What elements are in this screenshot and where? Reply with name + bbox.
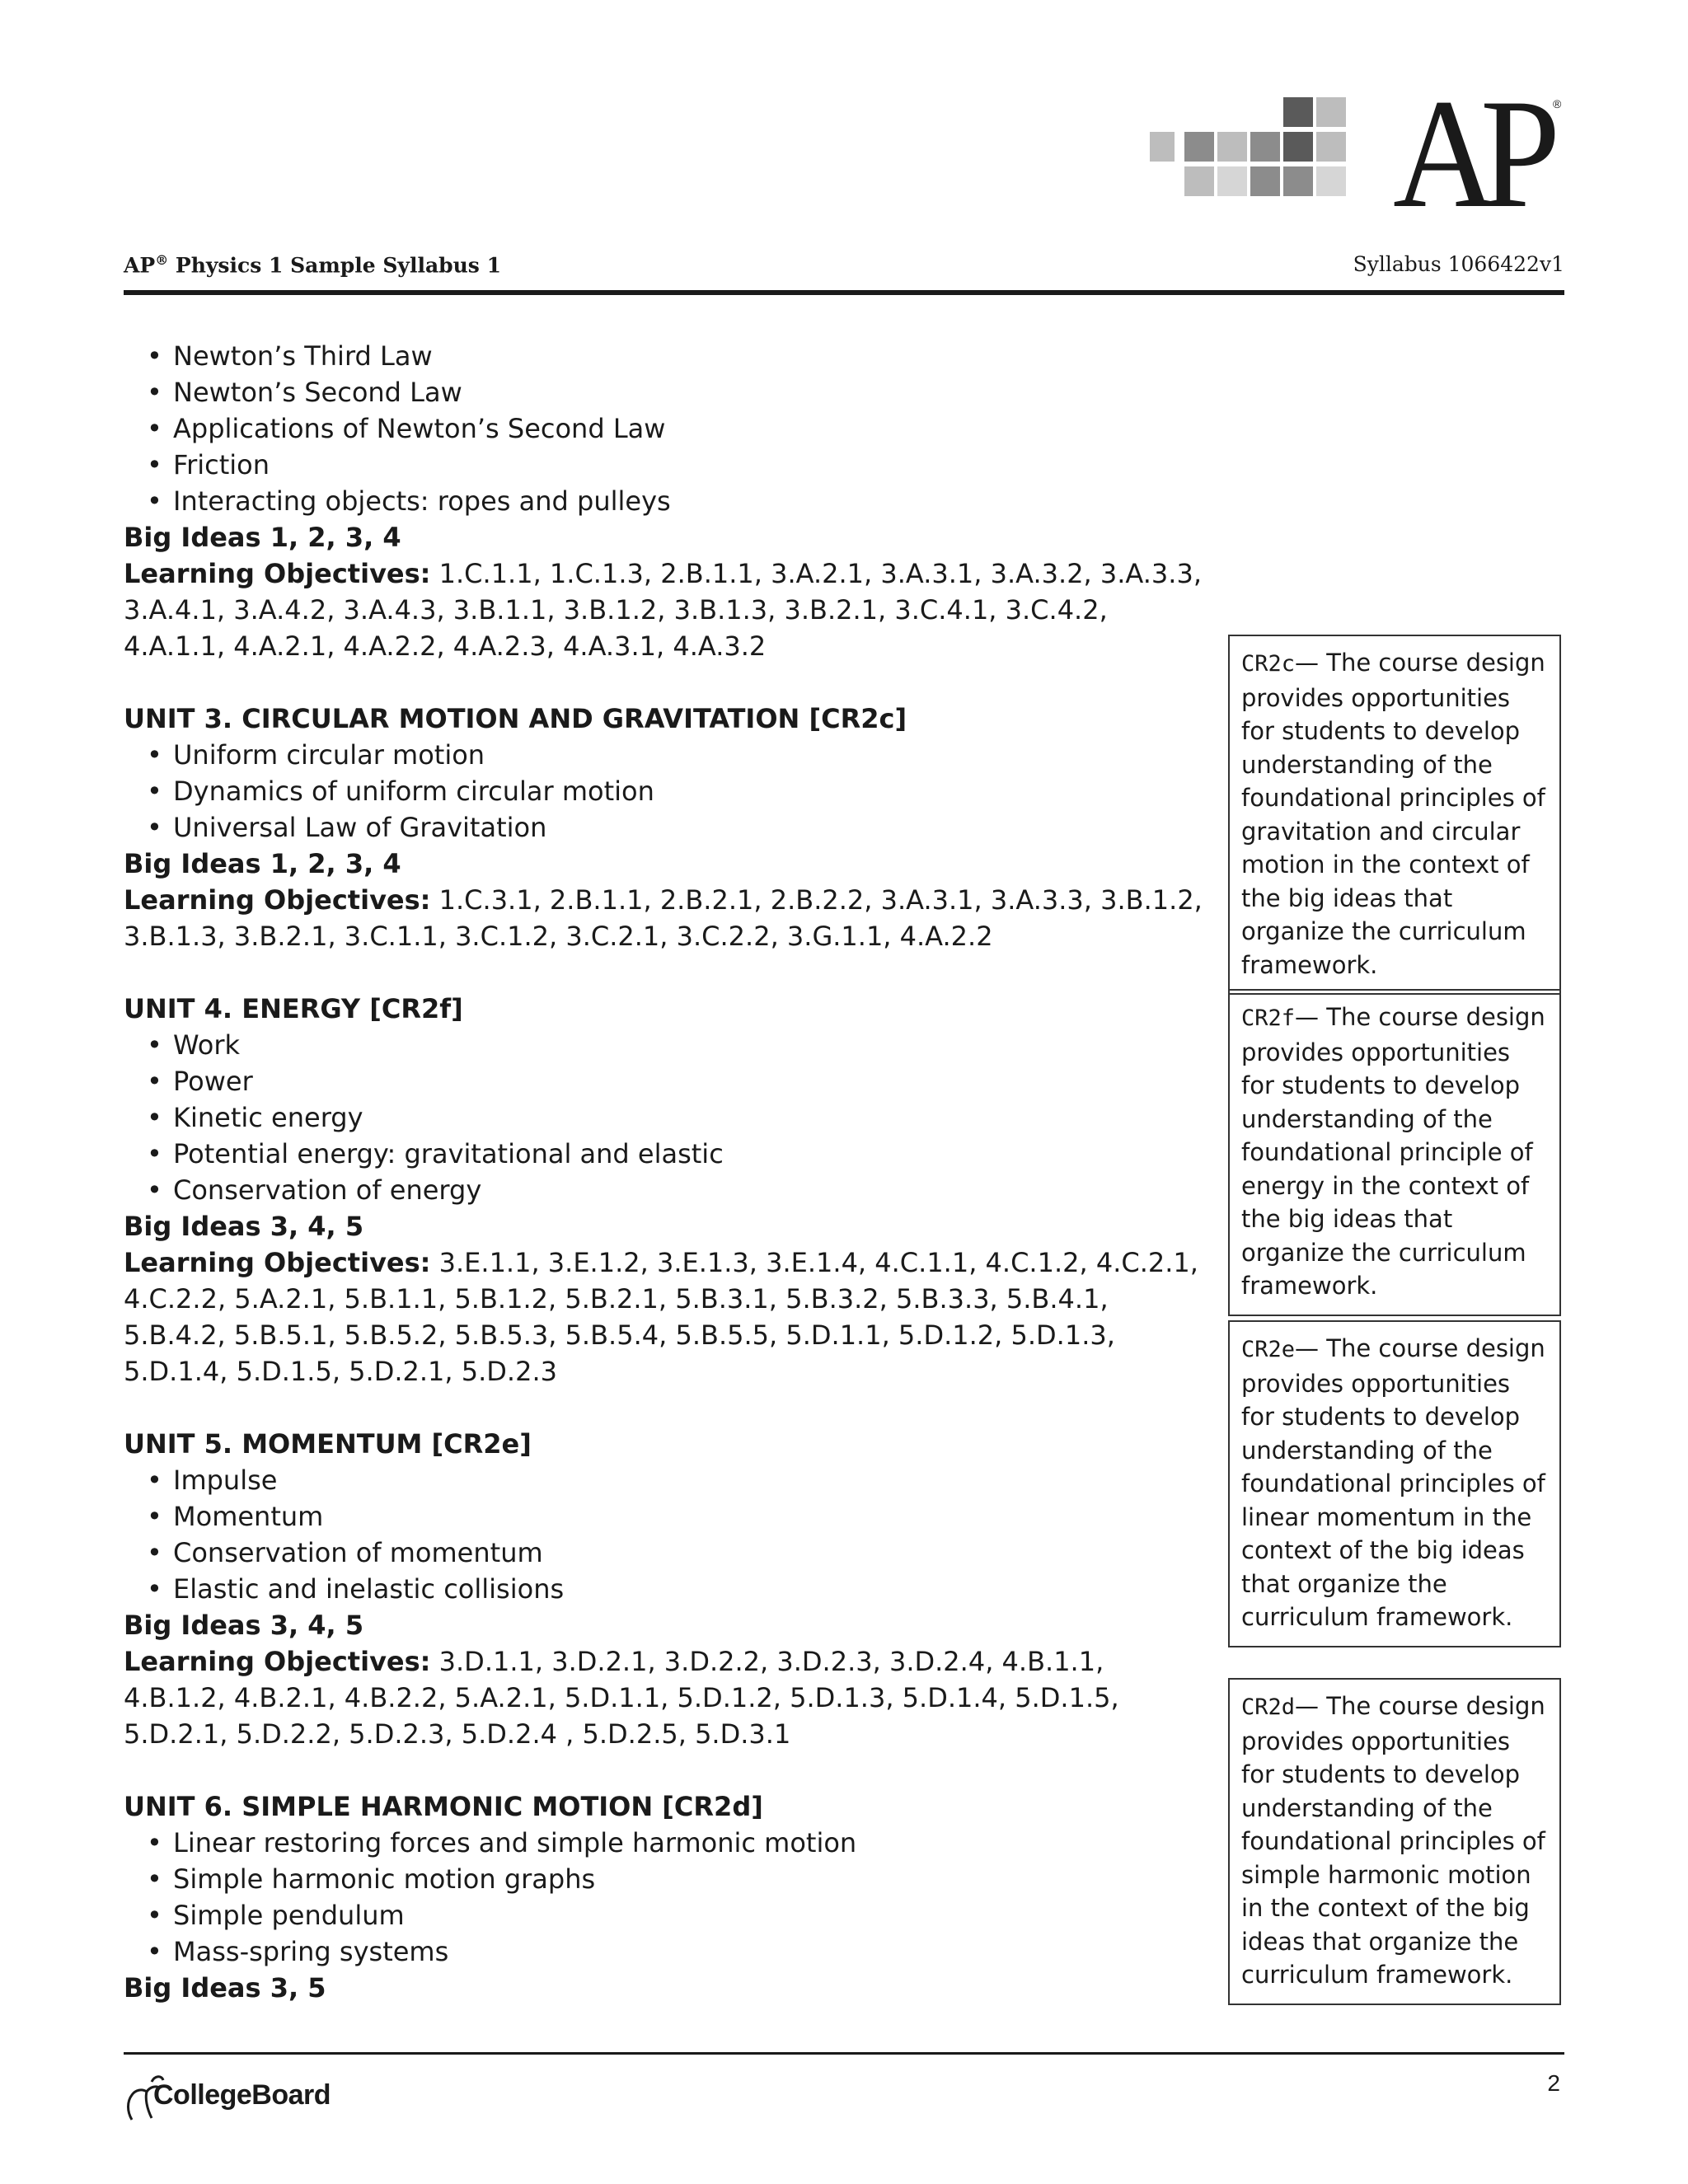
list-item: • Linear restoring forces and simple harmonic motion: [124, 1825, 1212, 1861]
list-item: • Impulse: [124, 1462, 1212, 1498]
unit-topic-list: [124, 1027, 1212, 1208]
big-ideas: Big Ideas 3, 5: [124, 1972, 326, 2004]
big-ideas: Big Ideas 3, 4, 5: [124, 1610, 364, 1641]
unit-title: UNIT 5. MOMENTUM [CR2e]: [124, 1428, 532, 1460]
list-item: • Kinetic energy: [124, 1099, 1212, 1136]
list-item: • Momentum: [124, 1498, 1212, 1535]
sidebar-note-cr2c: CR2c— The course design provides opportunities for students to develop understanding of the foundational principles of gravitation and circular motion in the context of the big ideas that organize the curriculum framework.: [1228, 635, 1561, 995]
header-divider: [124, 290, 1564, 295]
list-item: • Elastic and inelastic collisions: [124, 1571, 1212, 1607]
intro-topic-list: [124, 338, 1212, 519]
footer-divider: [124, 2052, 1564, 2055]
syllabus-content: [124, 338, 1212, 2006]
list-item: • Simple pendulum: [124, 1897, 1212, 1933]
big-ideas: Big Ideas 1, 2, 3, 4: [124, 848, 401, 879]
list-item: • Conservation of momentum: [124, 1535, 1212, 1571]
list-item: • Newton’s Second Law: [124, 374, 1212, 410]
big-ideas: Big Ideas 1, 2, 3, 4: [124, 522, 401, 553]
college-board-logo: CollegeBoard: [153, 2079, 331, 2111]
list-item: • Simple harmonic motion graphs: [124, 1861, 1212, 1897]
sidebar-note-cr2e: CR2e— The course design provides opportunities for students to develop understanding of the foundational principles of linear momentum in the context of the big ideas that organize the curriculum framework.: [1228, 1320, 1561, 1647]
unit-topic-list: [124, 1825, 1212, 1970]
unit-title: UNIT 3. CIRCULAR MOTION AND GRAVITATION [CR2c]: [124, 703, 907, 734]
learning-objectives: Learning Objectives: 1.C.1.1, 1.C.1.3, 2.B.1.1, 3.A.2.1, 3.A.3.1, 3.A.3.2, 3.A.3.3, 3.A.4.1, 3.A.4.2, 3.A.4.3, 3.B.1.1, 3.B.1.2, 3.B.1.3, 3.B.2.1, 3.C.4.1, 3.C.4.2, 4.A.1.1, 4.A.2.1, 4.A.2.2, 4.A.2.3, 4.A.3.1, 4.A.3.2: [124, 558, 1202, 662]
list-item: • Work: [124, 1027, 1212, 1063]
list-item: • Uniform circular motion: [124, 737, 1212, 773]
list-item: • Interacting objects: ropes and pulleys: [124, 483, 1212, 519]
learning-objectives: Learning Objectives: 3.D.1.1, 3.D.2.1, 3.D.2.2, 3.D.2.3, 3.D.2.4, 4.B.1.1, 4.B.1.2, 4.B.2.1, 4.B.2.2, 5.A.2.1, 5.D.1.1, 5.D.1.2, 5.D.1.3, 5.D.1.4, 5.D.1.5, 5.D.2.1, 5.D.2.2, 5.D.2.3, 5.D.2.4 , 5.D.2.5, 5.D.3.1: [124, 1646, 1119, 1750]
list-item: • Friction: [124, 447, 1212, 483]
learning-objectives: Learning Objectives: 3.E.1.1, 3.E.1.2, 3.E.1.3, 3.E.1.4, 4.C.1.1, 4.C.1.2, 4.C.2.1, 4.C.2.2, 5.A.2.1, 5.B.1.1, 5.B.1.2, 5.B.2.1, 5.B.3.1, 5.B.3.2, 5.B.3.3, 5.B.4.1, 5.B.4.2, 5.B.5.1, 5.B.5.2, 5.B.5.3, 5.B.5.4, 5.B.5.5, 5.D.1.1, 5.D.1.2, 5.D.1.3, 5.D.1.4, 5.D.1.5, 5.D.2.1, 5.D.2.3: [124, 1247, 1198, 1387]
list-item: • Power: [124, 1063, 1212, 1099]
unit-title: UNIT 6. SIMPLE HARMONIC MOTION [CR2d]: [124, 1791, 763, 1822]
unit-topic-list: [124, 1462, 1212, 1607]
list-item: • Applications of Newton’s Second Law: [124, 410, 1212, 447]
ap-logo-blocks: [1150, 97, 1372, 199]
sidebar-note-cr2f: CR2f— The course design provides opportunities for students to develop understanding of the foundational principle of energy in the context of the big ideas that organize the curriculum framework.: [1228, 989, 1561, 1316]
sidebar-note-cr2d: CR2d— The course design provides opportunities for students to develop understanding of the foundational principles of simple harmonic motion in the context of the big ideas that organize the curriculum framework.: [1228, 1678, 1561, 2005]
list-item: • Newton’s Third Law: [124, 338, 1212, 374]
document-title: AP® Physics 1 Sample Syllabus 1: [124, 252, 501, 278]
page-number: 2: [1547, 2070, 1560, 2096]
syllabus-id: Syllabus 1066422v1: [1353, 252, 1564, 276]
list-item: • Potential energy: gravitational and elastic: [124, 1136, 1212, 1172]
list-item: • Universal Law of Gravitation: [124, 809, 1212, 846]
unit-title: UNIT 4. ENERGY [CR2f]: [124, 993, 463, 1024]
unit-topic-list: [124, 737, 1212, 846]
ap-logo-registered-mark: ®: [1553, 97, 1562, 110]
big-ideas: Big Ideas 3, 4, 5: [124, 1211, 364, 1242]
list-item: • Conservation of energy: [124, 1172, 1212, 1208]
learning-objectives: Learning Objectives: 1.C.3.1, 2.B.1.1, 2.B.2.1, 2.B.2.2, 3.A.3.1, 3.A.3.3, 3.B.1.2, 3.B.1.3, 3.B.2.1, 3.C.1.1, 3.C.1.2, 3.C.2.1, 3.C.2.2, 3.G.1.1, 4.A.2.2: [124, 884, 1203, 952]
list-item: • Dynamics of uniform circular motion: [124, 773, 1212, 809]
list-item: • Mass-spring systems: [124, 1933, 1212, 1970]
ap-logo: AP: [1393, 68, 1544, 241]
